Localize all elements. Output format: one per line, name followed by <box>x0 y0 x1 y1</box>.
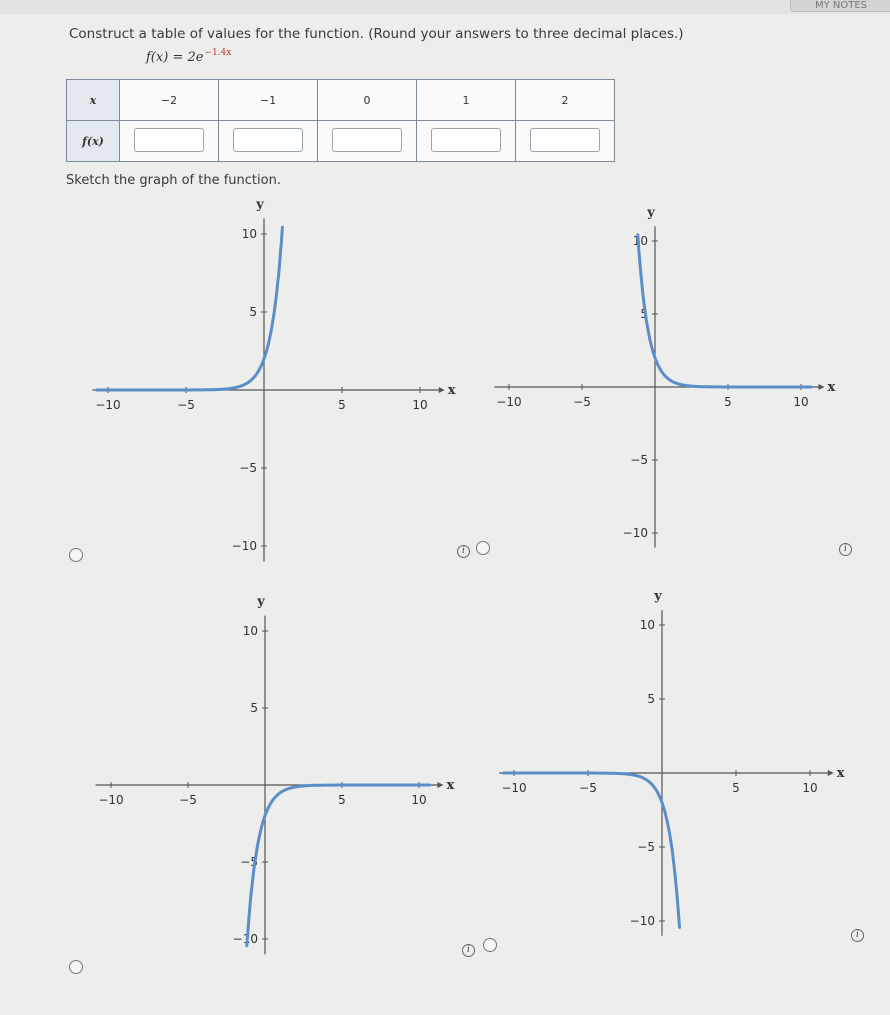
y-tick-label: −10 <box>622 526 648 540</box>
x-axis-arrow <box>439 387 445 393</box>
x-axis-label: x <box>446 778 455 793</box>
y-tick-label: 10 <box>241 227 257 241</box>
y-tick-label: 5 <box>249 305 257 319</box>
my-notes-tab[interactable]: MY NOTES <box>790 0 890 12</box>
y-tick-label: −10 <box>231 539 257 553</box>
x-tick-label: 10 <box>793 395 809 409</box>
x-value: 2 <box>516 80 615 121</box>
x-value: −1 <box>219 80 318 121</box>
x-axis-arrow <box>828 770 834 776</box>
y-tick-label: 5 <box>250 701 258 715</box>
y-axis-label: y <box>654 589 662 605</box>
function-formula <box>146 48 231 65</box>
radio-option-bottom-right[interactable] <box>483 938 497 952</box>
x-value: −2 <box>120 80 219 121</box>
x-tick-label: 5 <box>338 793 346 807</box>
y-tick-label: −5 <box>240 855 258 869</box>
x-row <box>67 80 615 121</box>
y-tick-label: 10 <box>242 624 258 638</box>
x-tick-label: 5 <box>338 398 346 412</box>
x-value: 0 <box>318 80 417 121</box>
info-icon[interactable]: i <box>839 543 852 556</box>
x-tick-label: −10 <box>95 398 121 412</box>
radio-option-bottom-left[interactable] <box>69 960 83 974</box>
graph-option-top-right[interactable] <box>484 205 864 575</box>
x-tick-label: 5 <box>732 781 740 795</box>
answer-input-x-0[interactable] <box>332 128 402 152</box>
y-tick-label: 5 <box>647 692 655 706</box>
y-tick-label: −10 <box>629 914 655 928</box>
x-axis-label: x <box>836 766 845 781</box>
function-curve <box>638 235 811 387</box>
sketch-prompt: Sketch the graph of the function. <box>66 173 281 188</box>
info-icon[interactable]: i <box>462 944 475 957</box>
graph-option-bottom-right[interactable] <box>484 585 864 955</box>
y-tick-label: −5 <box>637 840 655 854</box>
function-curve <box>247 785 430 946</box>
y-axis-label: y <box>257 594 265 610</box>
x-tick-label: −5 <box>579 781 597 795</box>
x-tick-label: 10 <box>802 781 818 795</box>
top-bar <box>0 0 890 14</box>
info-icon[interactable]: i <box>457 545 470 558</box>
x-header: x <box>67 80 120 121</box>
x-tick-label: −10 <box>496 395 522 409</box>
answer-input-x-neg2[interactable] <box>134 128 204 152</box>
info-icon[interactable]: i <box>851 929 864 942</box>
x-value: 1 <box>417 80 516 121</box>
x-axis-label: x <box>447 383 456 398</box>
y-tick-label: −5 <box>630 453 648 467</box>
y-tick-label: 10 <box>632 234 648 248</box>
question-prompt: Construct a table of values for the function. (Round your answers to three decimal places.) <box>69 26 684 42</box>
x-axis-label: x <box>827 380 836 395</box>
function-lhs: f(x) = 2e <box>146 50 204 65</box>
x-tick-label: 10 <box>411 793 427 807</box>
y-tick-label: −5 <box>239 461 257 475</box>
function-exponent: −1.4x <box>204 48 232 58</box>
radio-option-top-right[interactable] <box>476 541 490 555</box>
x-tick-label: −10 <box>501 781 527 795</box>
x-axis-arrow <box>819 384 825 390</box>
x-tick-label: 5 <box>724 395 732 409</box>
values-table <box>66 79 615 162</box>
y-tick-label: −10 <box>232 932 258 946</box>
graph-option-top-left[interactable] <box>78 197 458 570</box>
answer-input-x-neg1[interactable] <box>233 128 303 152</box>
radio-option-top-left[interactable] <box>69 548 83 562</box>
graph-option-bottom-left[interactable] <box>78 590 458 960</box>
y-tick-label: 10 <box>639 618 655 632</box>
x-tick-label: −10 <box>98 793 124 807</box>
answer-input-x-1[interactable] <box>431 128 501 152</box>
x-tick-label: −5 <box>573 395 591 409</box>
fx-header: f(x) <box>67 121 120 162</box>
x-axis-arrow <box>437 782 443 788</box>
y-tick-label: 5 <box>640 307 648 321</box>
fx-row <box>67 121 615 162</box>
y-axis-label: y <box>647 205 655 221</box>
x-tick-label: −5 <box>177 398 195 412</box>
x-tick-label: −5 <box>179 793 197 807</box>
y-axis-label: y <box>256 197 264 213</box>
answer-input-x-2[interactable] <box>530 128 600 152</box>
x-tick-label: 10 <box>412 398 428 412</box>
